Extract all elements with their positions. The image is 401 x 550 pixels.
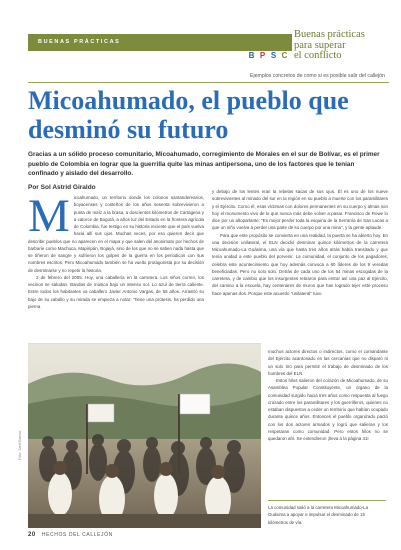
article-photo: [28, 343, 261, 528]
series-title-line3: el conflicto: [294, 50, 342, 61]
logo-letter-s: S: [270, 51, 277, 60]
series-tagline: Ejemplos concretos de como si es posible salir del callejón: [250, 73, 385, 79]
body-paragraph: icoahumado, un territorio donde los colonos santandereanos, boyacenses y costeños de los años sesenta sobrevivieron a punta de maíz a la brasa, a doscientos kilómetros de Cartagena y a catorce de Bogotá, a años luz del Estado en la frontera agrícola de Colombia, fue testigo en su historia reciente que el país vuelva hacia allí sus ojos. Muchas veces, por eso quieren decir que describir pueblos que no aparecen en el mapa y que salen del anonimato por hechos de barbarie como Machuca, Mapiripán, Bojayá, sino de los que no se saben nada hasta que se tiñeron de sangre y sufrieron los golpes de la guerra en los periodicos con sus nombres escritos. Pero Micoahumado también se ha vuelto protagonista por su decisión de desminarse y no repetir la historia.: [28, 195, 204, 273]
body-column-1: [28, 194, 204, 349]
drop-cap: M: [28, 194, 70, 242]
photo-caption: La comunidad salió a la carretera Micoahumado-La Guásima a apoyar e impulsar el desminado de 15 kilómetros de vía.: [268, 505, 369, 525]
logo-letter-b: B: [248, 51, 255, 60]
series-title-line2: para superar: [294, 39, 346, 51]
photo-credit: Foto: Santi Blanco: [18, 430, 22, 460]
series-title-line1: Buenas prácticas: [294, 29, 365, 40]
body-column-3: [268, 348, 388, 498]
page-number: 20: [28, 532, 36, 538]
body-paragraph: 2 de febrero del 2005. Hoy, una caballería en la carretera. Los niños corren, los vecinos se saludan. Bandas de música bajo un intenso sol. Lo azul de tierra caliente. Entre todos los habitantes va caballero Javier Antonio Vargas, de 55 años. Arrastró su bajo de su caballo y su mirada se empieza a notar: 'Tiene una prótesis, ha perdido una pierna: [28, 274, 204, 309]
article-byline: Por Sol Astrid Giraldo: [28, 184, 96, 191]
series-title: [294, 30, 389, 62]
body-paragraph: muchos actores directos o indirectos, como el comandante del Ejército acantonado en las cercanías que no disparó ni un solo tiro para permitir el trabajo de desminado de los hombres del ELN.: [268, 349, 388, 376]
caption-divider: [268, 500, 386, 501]
body-paragraph: y debajo de los lentes eran la rebelas sacas de sus ojos. Él es uno de los nueve sobrevivientes al minado del sur en la región en su pueblo a muerte con los paramilitares y el Ejército. Como él, esas víctimas con dolores permanentes en su cuerpo y almas son hoy el monumento vivo de lo que nunca más debe volver a pasar. Francisco de Rowe lo dice por un altoparlante: "Es mejor perder toda la esquina de la Serranía de San Lucas a que un niño vuelva a perder una parte de su cuerpo por una mina", y la gente aplaude.: [212, 189, 388, 231]
article-headline: Micoahumado, el pueblo que desminó su futuro: [28, 86, 349, 144]
logo-letter-p: P: [259, 51, 266, 60]
publication-name: HECHOS DEL CALLEJÓN: [41, 532, 113, 538]
bpsc-logo: [246, 45, 294, 67]
crowd-photo-illustration: [28, 344, 261, 528]
logo-letter-c: C: [281, 51, 288, 60]
body-paragraph: Estos hilos salieron del corazón de Micoahumado, de su Asamblea Popular Constituyente, un órgano de la comunidad surgido hacia tres años como respuesta al fuego cruzado entre los paramilitares y los guerrilleros, quienes no estaban dispuestos a ceder un territorio que habían ocupado durante quince años. Entonces el pueblo organizado pactó con los dos actores armados y logró que salieran y los respetaran como comunidad. Pero estos hilos no se quedaron ahí. Se extendieron ¡lleva a la página 41!: [268, 378, 388, 441]
article-deck: Gracias a un sólido proceso comunitario, Micoahumado, corregimiento de Morales en el sur de Bolívar, es el primer pueblo de Colombia en lograr que la guerrilla quite las minas antipersona, uno de los factores que le tenían confinado y aislado del desarrollo.: [28, 151, 380, 178]
body-paragraph: Para que este propósito se convierta en una realidad, la puerta se ha abierto hoy. En una decisión unilateral, el ELN decidió desminar quince kilómetros de la carretera Micoahumado-La Guásima, una vía que hasta tres años atrás había transitado y que tenía unidad a este pueblo del porvenir. La comunidad, el conjunto de los pagadores, celebra este acontecimiento que hoy además convoca a 60 líderes de los 9 veredas beneficiadas. Pero no solo solo. Detrás de cada uno de los 54 minas escogidas de la carretera, y de cambio que los insurgentes retiraron para entrar así una paz al Ejército, del camino a la escuela, hay centenares de muros que han logrado tejer este proceso hace apenas dos. Porque este acuerdo "unilateral" tuvo: [212, 232, 388, 296]
page-footer: [28, 532, 113, 538]
section-label: BUENAS PRÁCTICAS: [38, 39, 121, 45]
body-column-2: [212, 188, 388, 348]
header-divider: [28, 82, 389, 83]
